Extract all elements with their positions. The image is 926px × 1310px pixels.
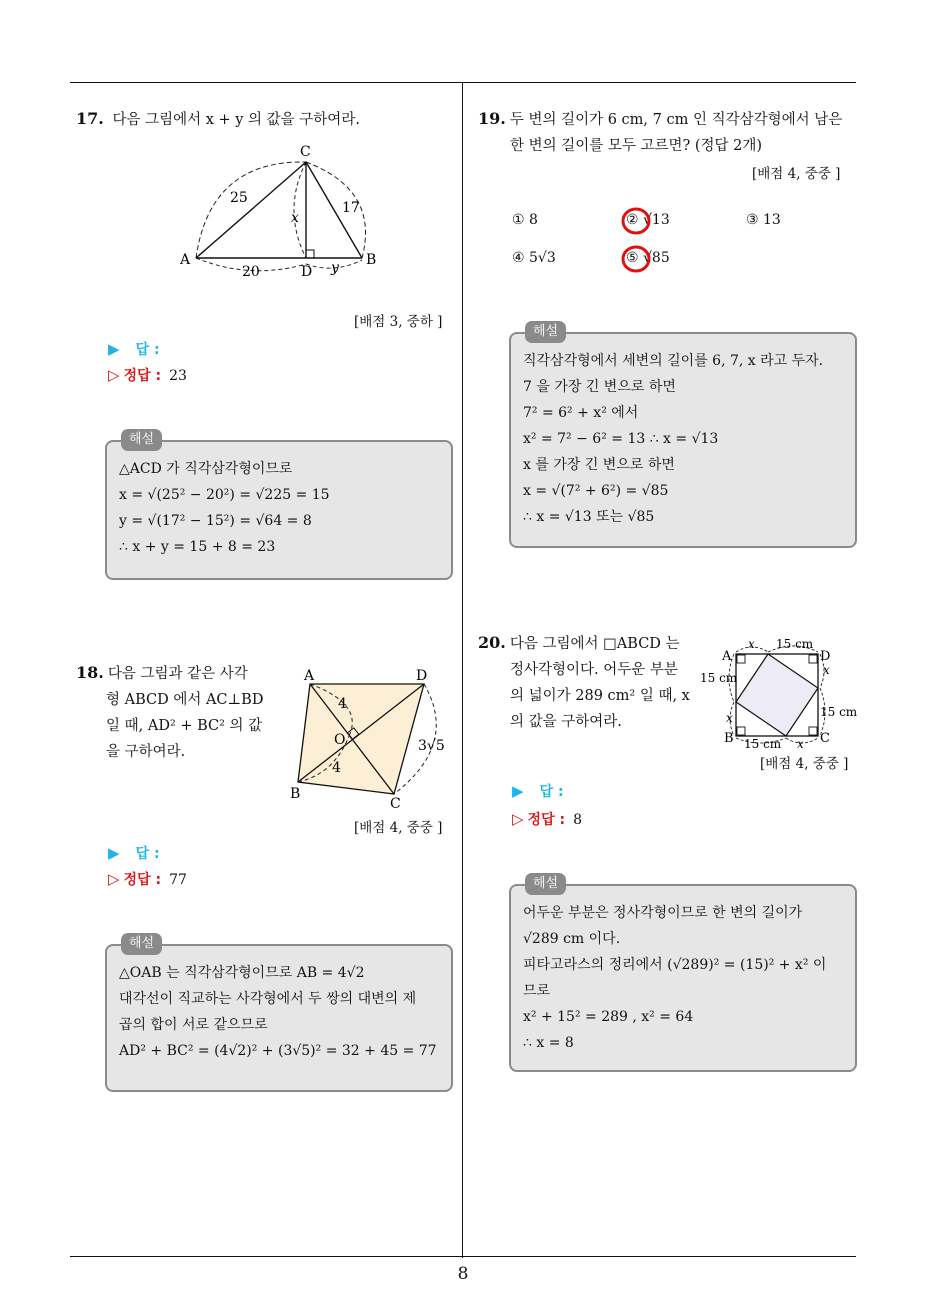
q20-line: 의 값을 구하여라. — [510, 714, 622, 730]
bottom-rule — [70, 1256, 856, 1257]
q20-correct-row — [512, 808, 582, 831]
q20-solution-tag: 해설 — [525, 873, 566, 895]
q17-sol-line: x = √(25² − 20²) = √225 = 15 — [119, 487, 330, 503]
q20-line: 의 넓이가 289 cm² 일 때, x — [510, 688, 690, 704]
q18-sol-line: AD² + BC² = (4√2)² + (3√5)² = 32 + 45 = 77 — [119, 1043, 437, 1059]
q19-sol-line: x 를 가장 긴 변으로 하면 — [523, 457, 675, 473]
q19-score: [배점 4, 중중 ] — [752, 166, 841, 182]
q18-number: 18. — [76, 663, 104, 682]
q18-label-3root5: 3√5 — [418, 738, 445, 754]
answer-triangle-icon: ▶ — [108, 844, 120, 862]
q18-solution-box — [105, 936, 453, 1092]
answer-triangle-icon: ▶ — [108, 340, 120, 358]
q17-sol-line: ∴ x + y = 15 + 8 = 23 — [119, 539, 276, 555]
q20-solution-box — [509, 876, 857, 1072]
q19-sol-line: 7 을 가장 긴 변으로 하면 — [523, 379, 676, 395]
q17-label-17: 17 — [342, 200, 360, 216]
q18-answer-row — [108, 842, 160, 865]
q19-line1: 두 변의 길이가 6 cm, 7 cm 인 직각삼각형에서 남은 — [509, 112, 843, 128]
q19-solution-tag: 해설 — [525, 321, 566, 343]
q20-label-x-bottom: x — [797, 737, 804, 751]
q19-sol-line: ∴ x = √13 또는 √85 — [523, 509, 655, 525]
q17-correct-value: 23 — [169, 368, 187, 384]
q18-sol-line: △OAB 는 직각삼각형이므로 AB = 4√2 — [119, 965, 365, 981]
q17-label-25: 25 — [230, 190, 248, 206]
q20-label-d: D — [820, 649, 831, 664]
q18-label-a: A — [304, 668, 315, 684]
q19-sol-line: 7² = 6² + x² 에서 — [523, 405, 639, 421]
q19-option-1[interactable]: ① 8 — [512, 212, 538, 228]
q18-line: 일 때, AD² + BC² 의 값 — [106, 718, 263, 734]
q17-sol-line: y = √(17² − 15²) = √64 = 8 — [119, 513, 312, 529]
q18-line: 형 ABCD 에서 AC⊥BD — [106, 692, 264, 708]
q17-label-d: D — [301, 264, 313, 280]
q20-sol-line: x² + 15² = 289 , x² = 64 — [523, 1009, 694, 1025]
q19-marked-circle-icon — [619, 243, 653, 275]
q20-label-b: B — [724, 731, 734, 746]
q18-label-c: C — [390, 796, 401, 812]
q20-line: 다음 그림에서 □ABCD 는 — [509, 636, 680, 652]
q18-line: 을 구하여라. — [106, 744, 186, 760]
q17-solution-tag: 해설 — [121, 429, 162, 451]
q20-label-x-top: x — [748, 637, 755, 651]
q17-correct-label: 정답 : — [123, 368, 162, 384]
q17-answer-row — [108, 338, 160, 361]
q20-label-x-left: x — [726, 711, 733, 725]
q18-label-4b: 4 — [332, 760, 341, 776]
q19-sol-line: 직각삼각형에서 세변의 길이를 6, 7, x 라고 두자. — [523, 353, 824, 369]
top-rule — [70, 82, 856, 83]
q17-label-20: 20 — [242, 264, 260, 280]
q18-line: 다음 그림과 같은 사각 — [107, 666, 248, 682]
q17-question — [76, 106, 456, 133]
q17-label-b: B — [366, 252, 377, 268]
q20-sol-line: 므로 — [523, 983, 551, 999]
q20-label-15-bottom: 15 cm — [744, 737, 782, 751]
q18-correct-row — [108, 868, 187, 891]
q19-sol-line: x = √(7² + 6²) = √85 — [523, 483, 669, 499]
q19-option-4[interactable]: ④ 5√3 — [512, 250, 556, 266]
q18-correct-value: 77 — [169, 872, 187, 888]
q20-label-a: A — [722, 649, 732, 664]
q18-answer-label: 답 : — [135, 846, 160, 862]
q20-label-c: C — [820, 731, 830, 746]
q18-label-4a: 4 — [338, 696, 347, 712]
q19-line2: 한 변의 길이를 모두 고르면? (정답 2개) — [510, 138, 763, 154]
q18-sol-line: 대각선이 직교하는 사각형에서 두 쌍의 대변의 제 — [119, 991, 417, 1007]
q20-number: 20. — [478, 633, 506, 652]
column-divider — [462, 82, 463, 1258]
q20-question — [478, 630, 698, 735]
q20-sol-line: 피타고라스의 정리에서 (√289)² = (15)² + x² 이 — [523, 957, 827, 973]
q18-figure — [284, 664, 454, 814]
q18-correct-label: 정답 : — [123, 872, 162, 888]
q19-option-2[interactable]: ② √13 — [626, 212, 670, 228]
q19-sol-line: x² = 7² − 6² = 13 ∴ x = √13 — [523, 431, 719, 447]
q17-text: 다음 그림에서 x + y 의 값을 구하여라. — [112, 112, 360, 128]
q17-figure — [170, 140, 390, 280]
q20-sol-line: 어두운 부분은 정사각형이므로 한 변의 길이가 — [523, 905, 803, 921]
q19-solution-box — [509, 324, 857, 548]
q17-label-y: y — [331, 260, 339, 276]
q19-option-3[interactable]: ③ 13 — [746, 212, 781, 228]
correct-triangle-icon: ▷ — [108, 870, 120, 888]
correct-triangle-icon: ▷ — [512, 810, 524, 828]
q20-figure — [700, 636, 860, 760]
correct-triangle-icon: ▷ — [108, 366, 120, 384]
q19-question — [478, 106, 864, 159]
q17-sol-line: △ACD 가 직각삼각형이므로 — [119, 461, 293, 477]
q17-correct-row — [108, 364, 187, 387]
q20-score: [배점 4, 중중 ] — [760, 756, 849, 772]
q17-label-a: A — [180, 252, 191, 268]
answer-triangle-icon: ▶ — [512, 782, 524, 800]
q20-answer-label: 답 : — [539, 784, 564, 800]
q17-answer-label: 답 : — [135, 342, 160, 358]
q20-label-x-right: x — [823, 663, 830, 677]
q17-label-x: x — [291, 210, 299, 226]
q19-option-5[interactable]: ⑤ √85 — [626, 250, 670, 266]
q18-label-o: O — [334, 732, 346, 748]
q19-number: 19. — [478, 109, 506, 128]
q20-sol-line: √289 cm 이다. — [523, 931, 621, 947]
q20-line: 정사각형이다. 어두운 부분 — [510, 662, 678, 678]
q18-solution-tag: 해설 — [121, 933, 162, 955]
q20-correct-value: 8 — [573, 812, 582, 828]
page-number: 8 — [457, 1264, 469, 1284]
q18-sol-line: 곱의 합이 서로 같으므로 — [119, 1017, 268, 1033]
q20-correct-label: 정답 : — [527, 812, 566, 828]
q17-solution-box — [105, 432, 453, 580]
q18-question — [76, 660, 276, 765]
q17-label-c: C — [300, 144, 311, 160]
q20-label-15-left: 15 cm — [700, 671, 738, 685]
q19-marked-circle-icon — [619, 205, 653, 237]
q17-score: [배점 3, 중하 ] — [354, 314, 443, 330]
q20-sol-line: ∴ x = 8 — [523, 1035, 574, 1051]
q20-label-15-top: 15 cm — [776, 637, 814, 651]
q18-label-b: B — [290, 786, 301, 802]
q17-number: 17. — [76, 109, 104, 128]
q18-label-d: D — [416, 668, 428, 684]
q20-label-15-right: 15 cm — [820, 705, 858, 719]
q18-score: [배점 4, 중중 ] — [354, 820, 443, 836]
q20-answer-row — [512, 780, 564, 803]
